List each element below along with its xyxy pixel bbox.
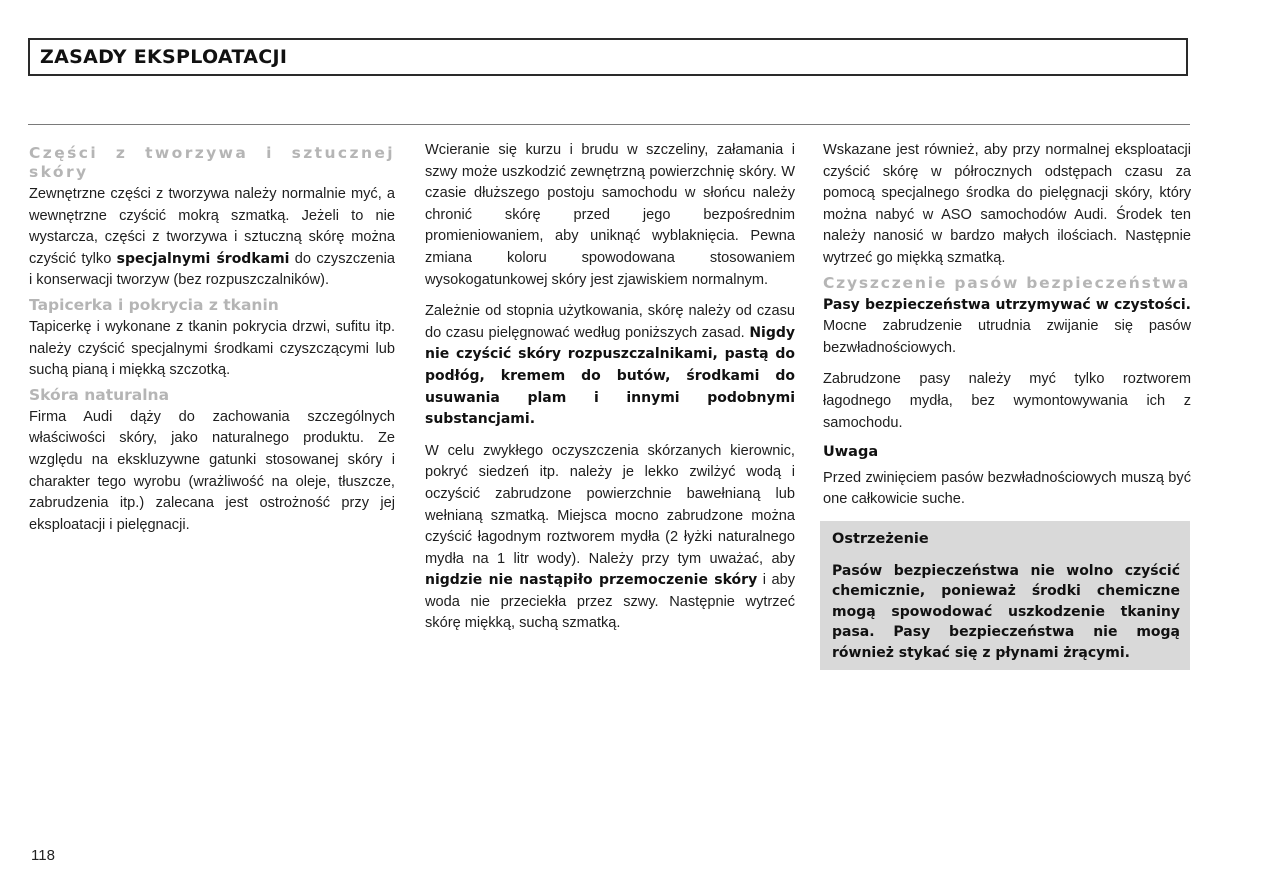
bold-run: specjalnymi środkami [116, 250, 290, 267]
heading-plastic-parts: Części z tworzywa i sztucznej skóry [29, 144, 395, 181]
note-text: Przed zwinięciem pasów bezwładnościowych muszą być one całkowicie suche. [823, 469, 1191, 508]
chapter-title: ZASADY EKSPLOATACJI [40, 46, 288, 68]
paragraph-belts-wash: Zabrudzone pasy należy myć tylko roztworem łagodnego mydła, bez wymontowywania ich z samochodu. [823, 371, 1191, 431]
paragraph-care-rules [425, 301, 795, 431]
bold-run: Nigdy nie czyścić skóry rozpuszczalnikami, pastą do podłóg, kremem do butów, środkami do usuwania plam i innymi podobnymi substancjami. [425, 324, 795, 428]
text-run: Zależnie od stopnia użytkowania, skórę należy od czasu do czasu pielęgnować według poniższych zasad. [425, 303, 795, 341]
bold-run: Pasy bezpieczeństwa utrzymywać w czystości. [823, 296, 1191, 313]
paragraph-plastic-parts [29, 184, 395, 292]
text-run: W celu zwykłego oczyszczenia skórzanych kierownic, pokryć siedzeń itp. należy je lekko zwilżyć wodą i oczyścić zabrudzone powierzchnie bawełnianą lub wełnianą szmatką. Miejsca mocno zabrudzone można czyścić łagodnym roztworem mydła (2 łyżki naturalnego mydła na 1 litr wody). Należy przy tym uważać, aby [425, 442, 795, 567]
column-middle [425, 140, 795, 635]
warning-text: Pasów bezpieczeństwa nie wolno czyścić chemicznie, ponieważ środki chemiczne mogą spowodować uszkodzenie tkaniny pasa. Pasy bezpieczeństwa nie mogą również stykać się z płynami żrącymi. [832, 562, 1180, 661]
column-right [823, 140, 1191, 670]
text-run: Mocne zabrudzenie utrudnia zwijanie się pasów bezwładnościowych. [823, 318, 1191, 356]
warning-box [820, 521, 1190, 670]
heading-seat-belts: Czyszczenie pasów bezpieczeństwa [823, 273, 1191, 292]
paragraph-dust: Wcieranie się kurzu i brudu w szczeliny, załamania i szwy może uszkodzić zewnętrzną powierzchnię skóry. W czasie dłuższego postoju samochodu w słońcu należy chronić skórę przed jego bezpośrednim promieniowaniem, aby uniknąć wyblaknięcia. Pewna zmiana koloru spowodowana stosowaniem wysokogatunkowej skóry jest zjawiskiem normalnym. [425, 142, 795, 288]
paragraph-cleaning [425, 441, 795, 635]
bold-run: nigdzie nie nastąpiło przemoczenie skóry [425, 572, 758, 589]
text-run: Zewnętrzne części z tworzywa należy normalnie myć, a wewnętrzne czyścić mokrą szmatką. Jeżeli to nie wystarcza, części z tworzywa i sztuczną skórę można czyścić tylko [29, 186, 395, 267]
heading-upholstery: Tapicerka i pokrycia z tkanin [29, 295, 279, 314]
paragraph-upholstery: Tapicerkę i wykonane z tkanin pokrycia drzwi, sufitu itp. należy czyścić specjalnymi środkami czyszczącymi lub suchą pianą i miękką szczotką. [29, 318, 395, 379]
page-number: 118 [31, 847, 55, 864]
paragraph-natural-leather: Firma Audi dąży do zachowania szczególnych właściwości skóry, jako naturalnego produktu. Ze względu na ekskluzywne gatunki stosowanej skóry i charakter tego wyrobu (wrażliwość na oleje, tłuszcze, zabrudzenia itp.) zalecana jest ostrożność przy jej eksploatacji i pielęgnacji. [29, 408, 395, 533]
separator-rule [28, 124, 1190, 125]
text-run: do czyszczenia i konserwacji tworzyw (bez rozpuszczalników). [29, 250, 396, 289]
paragraph-care-product: Wskazane jest również, aby przy normalnej eksploatacji czyścić skórę w półrocznych odstępach czasu za pomocą specjalnego środka do pielęgnacji skóry, który można nabyć w ASO samochodów Audi. Środek ten należy nanosić w bardzo małych ilościach. Następnie wytrzeć go miękką szmatką. [823, 142, 1191, 266]
column-left [29, 140, 395, 536]
text-run: i aby woda nie przeciekła przez szwy. Następnie wytrzeć skórę miękką, suchą szmatką. [425, 572, 795, 632]
note-title: Uwaga [823, 444, 879, 461]
warning-title: Ostrzeżenie [832, 530, 929, 547]
paragraph-belts-clean [823, 295, 1191, 360]
chapter-header-box [28, 38, 1188, 76]
heading-natural-leather: Skóra naturalna [29, 385, 170, 404]
